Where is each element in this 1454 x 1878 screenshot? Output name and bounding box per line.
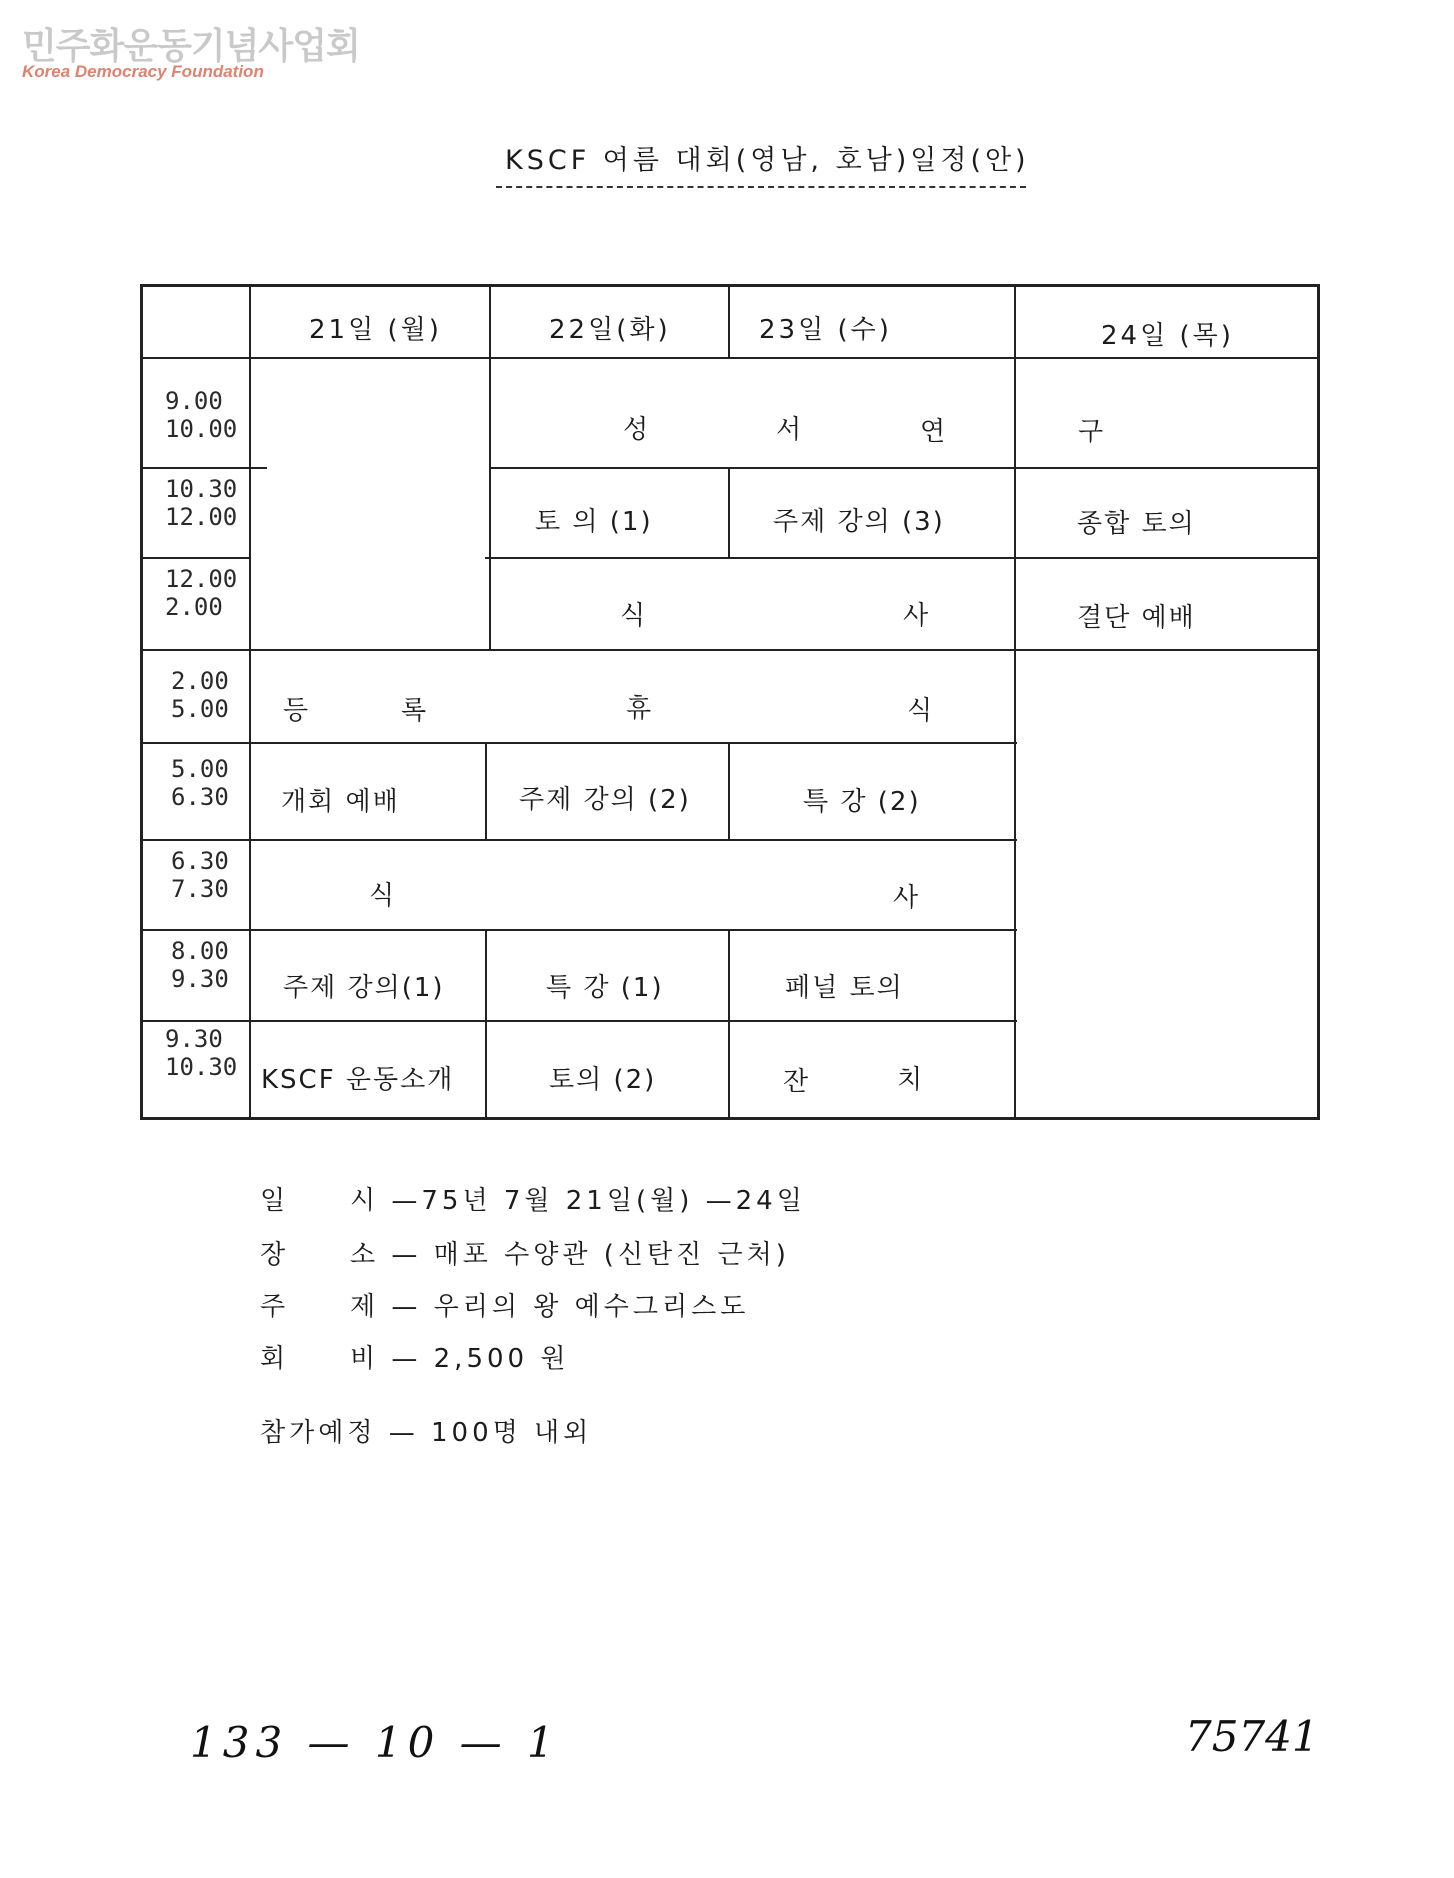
time-slot-8	[165, 1025, 237, 1081]
dinner-char-2: 사	[893, 883, 921, 913]
special-lecture-2: 특 강 (2)	[803, 787, 921, 817]
grid-line	[489, 287, 491, 649]
rest-char-1: 휴	[626, 694, 654, 724]
day-header-23: 23일 (수)	[759, 315, 892, 345]
grid-line	[728, 742, 730, 839]
info-value: 제 — 우리의 왕 예수그리스도	[350, 1292, 750, 1322]
grid-line	[485, 557, 1317, 559]
info-value: 비 — 2,500 원	[350, 1344, 570, 1374]
time-slot-5	[171, 755, 229, 811]
bible-study-char-3: 연	[920, 417, 948, 447]
grid-line	[143, 357, 1317, 359]
time-start: 12.00	[165, 565, 238, 593]
info-key: 장	[260, 1240, 290, 1270]
grid-line	[143, 1020, 1017, 1022]
time-end: 9.30	[171, 965, 229, 993]
opening-worship: 개회 예배	[281, 787, 400, 817]
grid-line	[485, 742, 487, 839]
bible-study-char-4: 구	[1078, 417, 1106, 447]
info-theme	[260, 1286, 749, 1323]
info-fee	[260, 1338, 569, 1375]
party-char-2: 치	[897, 1065, 925, 1095]
time-end: 10.00	[165, 415, 238, 443]
time-start: 6.30	[171, 847, 229, 875]
info-place	[260, 1234, 790, 1271]
lunch-char-2: 사	[903, 601, 931, 631]
special-lecture-1: 특 강 (1)	[546, 973, 664, 1003]
time-end: 2.00	[165, 593, 223, 621]
info-date	[260, 1180, 806, 1217]
info-attendance: 참가예정 — 100명 내외	[260, 1418, 593, 1448]
day-header-24: 24일 (목)	[1101, 321, 1234, 351]
info-value: 시 —75년 7월 21일(월) —24일	[350, 1186, 806, 1216]
time-start: 9.00	[165, 387, 223, 415]
discussion-2: 토의 (2)	[549, 1065, 657, 1095]
time-start: 10.30	[165, 475, 238, 503]
rest-char-2: 식	[907, 696, 935, 726]
day-header-21: 21일 (월)	[309, 315, 442, 345]
time-slot-2	[165, 475, 237, 531]
time-end: 10.30	[165, 1053, 238, 1081]
day-header-22: 22일(화)	[549, 315, 671, 345]
grid-line	[143, 742, 1017, 744]
time-slot-1	[165, 387, 237, 443]
dinner-char-1: 식	[369, 881, 397, 911]
time-slot-6	[171, 847, 229, 903]
grid-line	[143, 649, 1317, 651]
grid-line	[143, 839, 1017, 841]
bible-study-char-2: 서	[776, 415, 804, 445]
registration-char-2: 록	[401, 696, 429, 726]
grid-line	[143, 557, 251, 559]
info-key: 회	[260, 1344, 290, 1374]
watermark-korean: 민주화운동기념사업회	[22, 26, 360, 67]
theme-lecture-1: 주제 강의(1)	[283, 973, 445, 1003]
grid-line	[1014, 287, 1016, 1117]
time-slot-3	[165, 565, 237, 621]
reference-number-left: 133 — 10 — 1	[190, 1718, 560, 1767]
page-title: KSCF 여름 대회(영남, 호남)일정(안)	[505, 145, 1030, 176]
theme-lecture-2: 주제 강의 (2)	[519, 785, 691, 815]
discussion-1: 토 의 (1)	[535, 507, 653, 537]
time-slot-4	[171, 667, 229, 723]
closing-worship: 결단 예배	[1077, 603, 1196, 633]
theme-lecture-3: 주제 강의 (3)	[773, 507, 945, 537]
time-end: 12.00	[165, 503, 238, 531]
time-start: 8.00	[171, 937, 229, 965]
grid-line	[728, 467, 730, 557]
grid-line	[728, 929, 730, 1117]
grid-line	[491, 467, 1317, 469]
time-end: 7.30	[171, 875, 229, 903]
time-start: 2.00	[171, 667, 229, 695]
reference-number-right: 75741	[1185, 1712, 1319, 1761]
time-start: 5.00	[171, 755, 229, 783]
info-value: 소 — 매포 수양관 (신탄진 근처)	[350, 1240, 790, 1270]
grid-line	[143, 929, 1017, 931]
time-end: 6.30	[171, 783, 229, 811]
lunch-char-1: 식	[620, 601, 648, 631]
time-slot-7	[171, 937, 229, 993]
registration-char-1: 등	[283, 696, 311, 726]
grid-line	[249, 287, 251, 1117]
grid-line	[485, 929, 487, 1117]
schedule-table	[140, 284, 1320, 1120]
party-char-1: 잔	[783, 1067, 811, 1097]
info-key: 주	[260, 1292, 290, 1322]
general-discussion: 종합 토의	[1077, 509, 1196, 539]
panel-discussion: 페널 토의	[785, 973, 904, 1003]
grid-line	[728, 287, 730, 357]
bible-study-char-1: 성	[623, 415, 651, 445]
kscf-movement-intro: KSCF 운동소개	[261, 1065, 455, 1095]
title-underline	[496, 186, 1026, 188]
time-start: 9.30	[165, 1025, 223, 1053]
watermark-english: Korea Democracy Foundation	[22, 62, 264, 81]
time-end: 5.00	[171, 695, 229, 723]
info-key: 일	[260, 1186, 290, 1216]
